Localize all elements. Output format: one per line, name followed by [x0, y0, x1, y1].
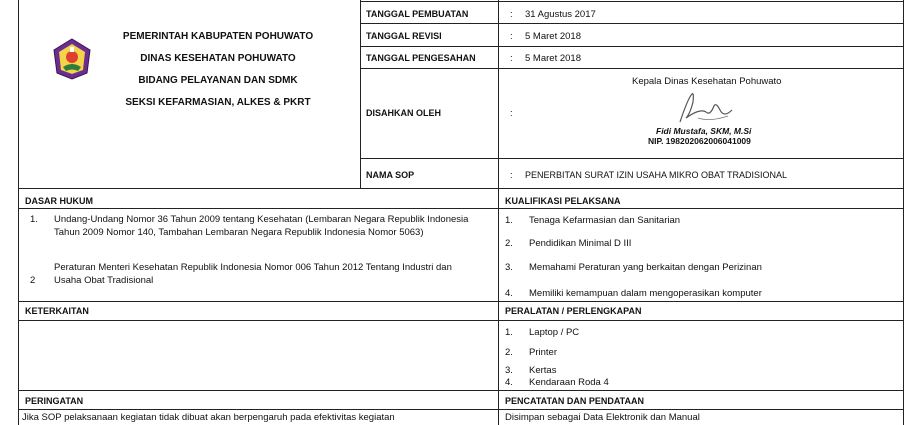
dasar-hukum-title: DASAR HUKUM	[25, 196, 93, 206]
tanggal-pengesahan-label: TANGGAL PENGESAHAN	[366, 53, 476, 63]
kualifikasi-item	[505, 214, 680, 227]
nama-sop-label: NAMA SOP	[366, 170, 415, 180]
item-text: Tenaga Kefarmasian dan Sanitarian	[529, 215, 681, 226]
pencatatan-title: PENCATATAN DAN PENDATAAN	[505, 396, 644, 406]
signer-name: Fidi Mustafa, SKM, M.Si	[656, 126, 752, 136]
peringatan-text: Jika SOP pelaksanaan kegiatan tidak dibuat akan berpengaruh pada efektivitas kegiatan	[22, 412, 395, 423]
nama-sop-value: PENERBITAN SURAT IZIN USAHA MIKRO OBAT TRADISIONAL	[525, 170, 788, 180]
org-line-1: PEMERINTAH KABUPATEN POHUWATO	[122, 31, 314, 42]
pohuwato-regency-crest-icon	[50, 37, 94, 81]
disahkan-label: DISAHKAN OLEH	[366, 108, 442, 118]
item-number: 1.	[505, 215, 513, 226]
item-text: Usaha Obat Tradisional	[54, 275, 154, 286]
kualifikasi-title: KUALIFIKASI PELAKSANA	[505, 196, 621, 206]
item-number: 4.	[505, 288, 513, 299]
item-number: 3.	[505, 262, 513, 273]
item-number: 2	[30, 275, 36, 286]
item-text: Laptop / PC	[529, 327, 580, 338]
peralatan-title: PERALATAN / PERLENGKAPAN	[505, 306, 642, 316]
item-text: Memiliki kemampuan dalam mengoperasikan komputer	[529, 288, 762, 299]
org-line-4: SEKSI KEFARMASIAN, ALKES & PKRT	[125, 97, 311, 108]
disahkan-title: Kepala Dinas Kesehatan Pohuwato	[632, 76, 782, 87]
item-number: 2.	[505, 238, 513, 249]
item-text: Printer	[529, 347, 557, 358]
peralatan-item	[505, 376, 609, 389]
tanggal-revisi-value: 5 Maret 2018	[525, 31, 581, 42]
signature-image	[640, 88, 760, 128]
item-text: Kendaraan Roda 4	[529, 377, 609, 388]
signer-nip: NIP. 198202062006041009	[648, 136, 751, 146]
tanggal-pembuatan-label: TANGGAL PEMBUATAN	[366, 9, 469, 19]
colon: :	[510, 53, 513, 64]
colon: :	[510, 31, 513, 42]
item-text: Kertas	[529, 365, 557, 376]
tanggal-pembuatan-value: 31 Agustus 2017	[525, 9, 596, 20]
item-number: 1.	[505, 327, 513, 338]
item-number: 1.	[30, 214, 38, 225]
kualifikasi-item	[505, 237, 631, 250]
dasar-hukum-item-1	[30, 213, 495, 226]
org-line-3: BIDANG PELAYANAN DAN SDMK	[138, 75, 298, 86]
keterkaitan-title: KETERKAITAN	[25, 306, 89, 316]
dasar-hukum-item-2	[30, 274, 153, 287]
dasar-hukum-item-2-line1: Peraturan Menteri Kesehatan Republik Indonesia Nomor 006 Tahun 2012 Tentang Industri dan	[54, 262, 452, 273]
org-line-2: DINAS KESEHATAN POHUWATO	[140, 53, 296, 64]
kualifikasi-item	[505, 261, 762, 274]
peringatan-title: PERINGATAN	[25, 396, 84, 406]
dasar-hukum-item-1-cont: Tahun 2009 Nomor 140, Tambahan Lembaran Negara Republik Indonesia Nomor 5063)	[54, 227, 424, 238]
item-number: 4.	[505, 377, 513, 388]
item-text: Memahami Peraturan yang berkaitan dengan Perizinan	[529, 262, 762, 273]
tanggal-pengesahan-value: 5 Maret 2018	[525, 53, 581, 64]
item-text: Pendidikan Minimal D III	[529, 238, 632, 249]
item-number: 2.	[505, 347, 513, 358]
colon: :	[510, 108, 513, 119]
tanggal-revisi-label: TANGGAL REVISI	[366, 31, 442, 41]
colon: :	[510, 9, 513, 20]
peralatan-item	[505, 346, 557, 359]
item-number: 3.	[505, 365, 513, 376]
item-text: Undang-Undang Nomor 36 Tahun 2009 tentang Kesehatan (Lembaran Negara Republik Indonesia	[54, 214, 469, 225]
pencatatan-text: Disimpan sebagai Data Elektronik dan Manual	[505, 412, 700, 423]
colon: :	[510, 170, 513, 181]
kualifikasi-item	[505, 287, 762, 300]
peralatan-item	[505, 326, 579, 339]
